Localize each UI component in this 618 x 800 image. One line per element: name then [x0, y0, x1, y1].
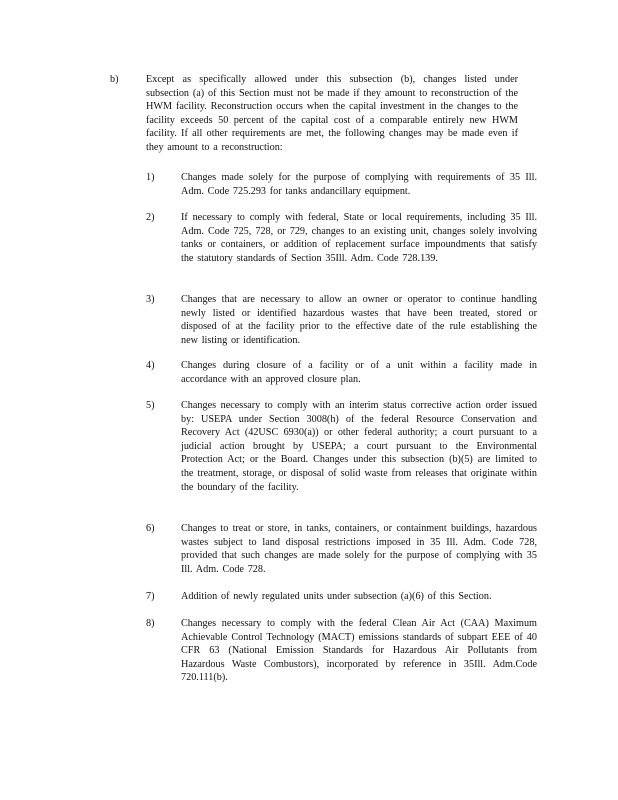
section-label: b) — [110, 74, 119, 85]
item-number: 5) — [146, 400, 155, 411]
item-text: Addition of newly regulated units under subsection (a)(6) of this Section. — [181, 591, 492, 602]
item-number: 4) — [146, 360, 155, 371]
item-number: 2) — [146, 212, 155, 223]
item-text: Changes necessary to comply with an interim status corrective action order issued by: USEPA under Section 3008(h) of the federal Resource Conservation and Recovery Act (42USC 6930(a)) or other federal authority; a court pursuant to a judicial action brought by USEPA; a court pursuant to the Environmental Protection Act; or the Board. Changes under this subsection (b)(5) are limited to the treatment, storage, or disposal of solid waste from releases that originate within the boundary of the facility. — [181, 400, 537, 493]
item-text: Changes necessary to comply with the federal Clean Air Act (CAA) Maximum Achievable Control Technology (MACT) emissions standards of subpart EEE of 40 CFR 63 (National Emission Standards for Hazardous Air Pollutants from Hazardous Waste Combustors), incorporated by reference in 35Ill. Adm.Code 720.111(b). — [181, 618, 537, 684]
item-text: Changes during closure of a facility or of a unit within a facility made in accordance with an approved closure plan. — [181, 360, 537, 385]
item-number: 6) — [146, 523, 155, 534]
item-text: If necessary to comply with federal, State or local requirements, including 35 Ill. Adm. Code 725, 728, or 729, changes to an existing unit, changes solely involving tanks or containers, or addition of replacement surface impoundments that satisfy the statutory standards of Section 35Ill. Adm. Code 728.139. — [181, 212, 537, 264]
item-text: Changes that are necessary to allow an owner or operator to continue handling newly listed or identified hazardous wastes that have been treated, stored or disposed of at the facility prior to the effective date of the rule establishing the new listing or identification. — [181, 294, 537, 346]
item-number: 1) — [146, 172, 155, 183]
section-intro-paragraph: Except as specifically allowed under this subsection (b), changes listed under subsection (a) of this Section must not be made if they amount to reconstruction of the HWM facility. Reconstruction occurs when the capital investment in the changes to the facility exceeds 50 percent of the capital cost of a comparable entirely new HWM facility. If all other requirements are met, the following changes may be made even if they amount to a reconstruction: — [146, 74, 518, 153]
item-text: Changes to treat or store, in tanks, containers, or containment buildings, hazardous wastes subject to land disposal restrictions imposed in 35 Ill. Adm. Code 728, provided that such changes are made solely for the purpose of complying with 35 Ill. Adm. Code 728. — [181, 523, 537, 575]
item-number: 7) — [146, 591, 155, 602]
item-text: Changes made solely for the purpose of complying with requirements of 35 Ill. Adm. Code 725.293 for tanks andancillary equipment. — [181, 172, 537, 197]
item-number: 3) — [146, 294, 155, 305]
item-number: 8) — [146, 618, 155, 629]
